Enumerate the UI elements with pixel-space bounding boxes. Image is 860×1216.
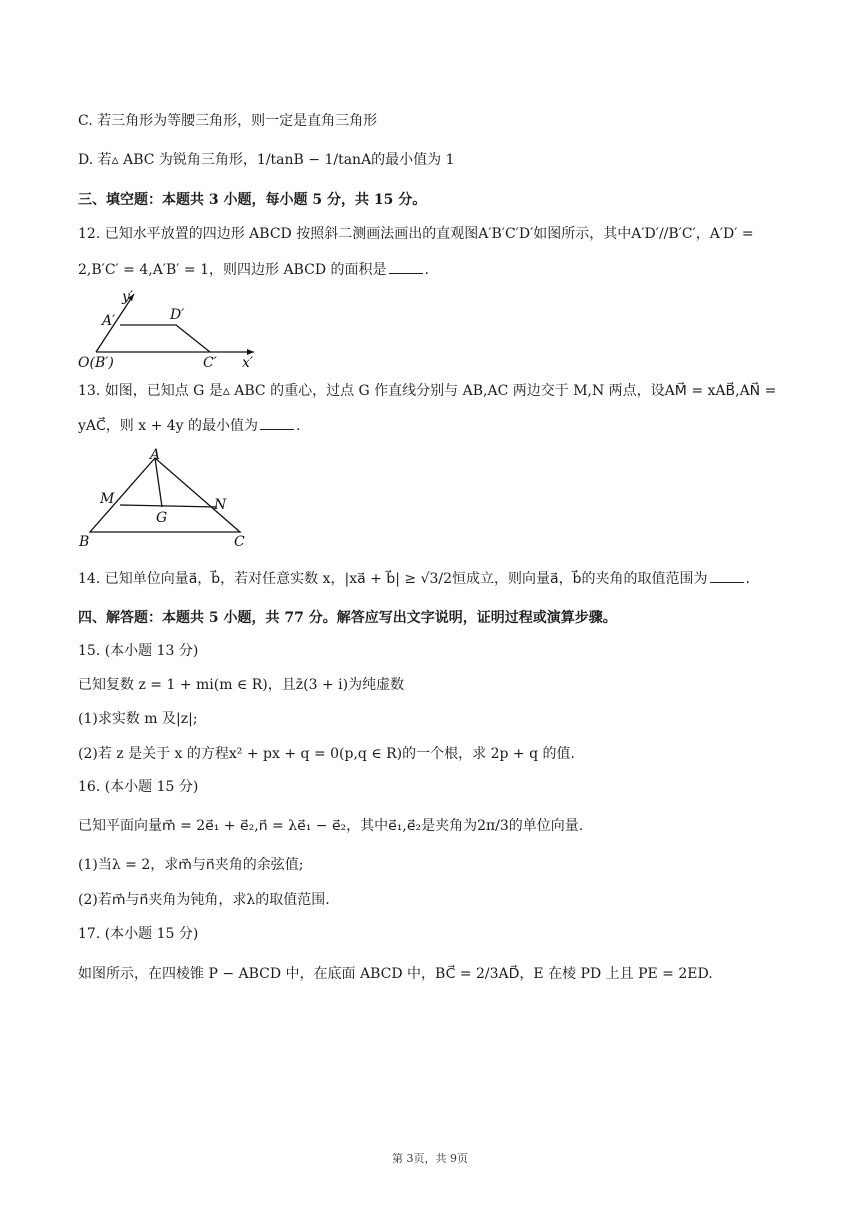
period: .: [424, 262, 429, 278]
question-12-line-2: [78, 259, 429, 280]
label-origin: O(B′): [78, 355, 114, 371]
answer-blank: [260, 415, 294, 430]
question-13-text: yAC⃗，则 x + 4y 的最小值为: [78, 418, 259, 434]
answer-blank: [389, 259, 423, 274]
quadrilateral-outline: [120, 325, 210, 352]
question-16-header: 16. (本小题 15 分): [78, 779, 199, 795]
option-d: D. 若▵ ABC 为锐角三角形，1/tanB − 1/tanA的最小值为 1: [78, 152, 455, 168]
page-footer: 第 3页，共 9页: [392, 1152, 468, 1165]
question-14-text: 14. 已知单位向量a⃗，b⃗，若对任意实数 x，|xa⃗ + b⃗| ≥ √3/2恒成立，则向量a⃗，b⃗的夹角的取值范围为: [78, 571, 708, 587]
label-a-prime: A′: [102, 313, 116, 329]
figure-13-triangle: [76, 446, 256, 550]
section-3-heading: 三、填空题：本题共 3 小题，每小题 5 分，共 15 分。: [78, 192, 427, 208]
label-x-prime: x′: [242, 355, 254, 371]
question-16-stem: 已知平面向量m⃗ = 2e⃗₁ + e⃗₂,n⃗ = λe⃗₁ − e⃗₂，其中e⃗₁,e⃗₂是夹角为2π/3的单位向量.: [78, 818, 584, 834]
section-4-heading: 四、解答题：本题共 5 小题，共 77 分。解答应写出文字说明，证明过程或演算步骤。: [78, 610, 617, 626]
question-17-header: 17. (本小题 15 分): [78, 926, 199, 942]
period: .: [296, 418, 301, 434]
figure-12-oblique-drawing: [76, 288, 276, 371]
question-15-part-1: (1)求实数 m 及|z|;: [78, 711, 198, 727]
question-15-part-2: (2)若 z 是关于 x 的方程x² + px + q = 0(p,q ∈ R)的一个根，求 2p + q 的值.: [78, 746, 575, 762]
question-15-header: 15. (本小题 13 分): [78, 643, 199, 659]
period: .: [745, 571, 750, 587]
label-d-prime: D′: [170, 307, 185, 323]
answer-blank: [710, 568, 744, 583]
label-m: M: [100, 491, 115, 507]
question-14: [78, 568, 750, 589]
label-a: A: [150, 447, 161, 463]
label-n: N: [214, 497, 227, 513]
question-16-part-1: (1)当λ = 2，求m⃗与n⃗夹角的余弦值;: [78, 857, 304, 873]
question-16-part-2: (2)若m⃗与n⃗夹角为钝角，求λ的取值范围.: [78, 892, 330, 908]
label-b: B: [79, 534, 90, 550]
median-ag: [155, 458, 162, 507]
question-17-stem: 如图所示，在四棱锥 P − ABCD 中，在底面 ABCD 中，BC⃗ = 2/3AD⃗，E 在棱 PD 上且 PE = 2ED.: [78, 966, 713, 982]
label-g: G: [156, 510, 168, 526]
question-13-line-1: 13. 如图，已知点 G 是▵ ABC 的重心，过点 G 作直线分别与 AB,AC 两边交于 M,N 两点，设AM⃗ = xAB⃗,AN⃗ =: [78, 383, 777, 399]
question-12-text: 2,B′C′ = 4,A′B′ = 1，则四边形 ABCD 的面积是: [78, 262, 387, 278]
label-c-prime: C′: [203, 355, 217, 371]
line-mn: [120, 505, 217, 507]
label-y-prime: y′: [122, 289, 134, 305]
option-c: C. 若三角形为等腰三角形，则一定是直角三角形: [78, 113, 378, 129]
label-c: C: [234, 534, 245, 550]
question-15-stem: 已知复数 z = 1 + mi(m ∈ R)，且z̄(3 + i)为纯虚数: [78, 677, 405, 693]
question-12-line-1: 12. 已知水平放置的四边形 ABCD 按照斜二测画法画出的直观图A′B′C′D′如图所示，其中A′D′//B′C′，A′D′ =: [78, 226, 754, 242]
question-13-line-2: [78, 415, 301, 436]
